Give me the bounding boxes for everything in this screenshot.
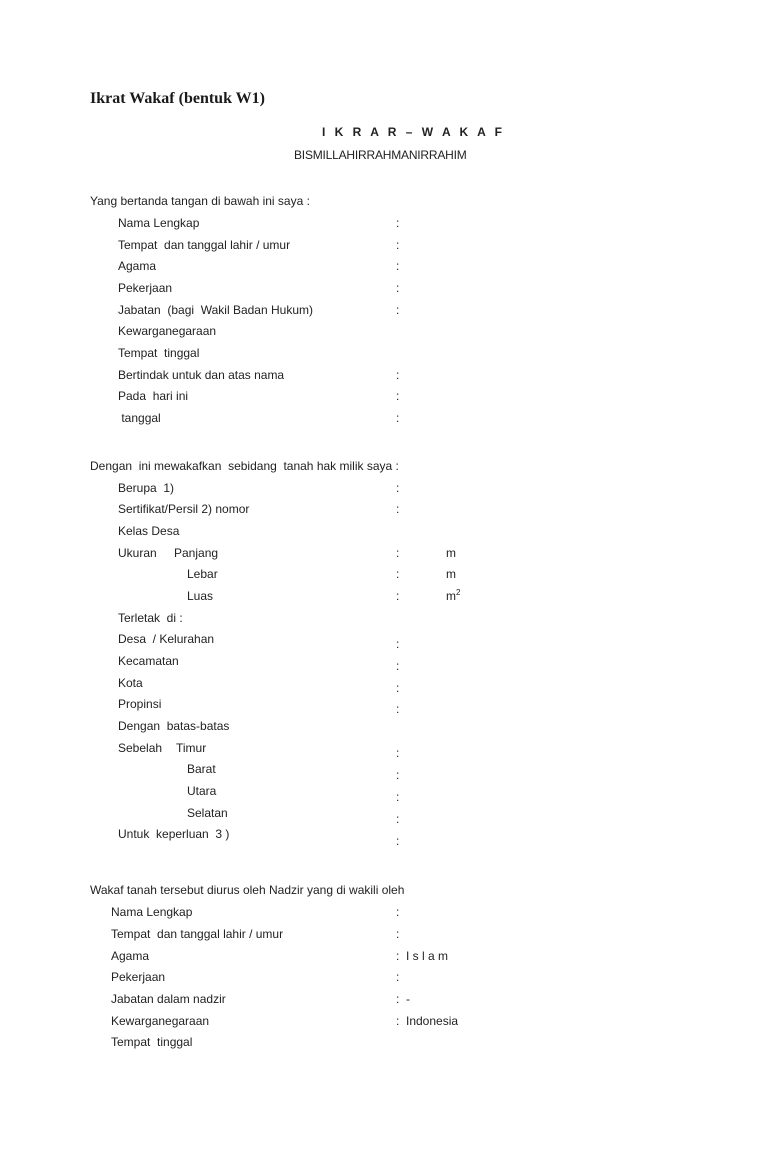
propinsi-label: Propinsi — [118, 697, 162, 711]
field-colon: : — [396, 259, 400, 273]
kota-label: Kota — [118, 676, 143, 690]
terletak-label: Terletak di : — [118, 611, 183, 625]
section2-intro: Dengan ini mewakafkan sebidang tanah hak milik saya : — [90, 459, 399, 473]
barat-label: Barat — [187, 762, 216, 776]
field-colon: : — [396, 927, 400, 941]
field-label: tanggal — [118, 411, 161, 425]
field-colon: : — [396, 970, 400, 984]
panjang-label: Panjang — [174, 546, 219, 560]
desa-label: Desa / Kelurahan — [118, 632, 215, 646]
field-colon: : — [396, 389, 400, 403]
unit-m: m — [446, 567, 456, 581]
field-colon: : — [396, 834, 400, 848]
field-colon: : — [396, 589, 400, 603]
page-title: Ikrat Wakaf (bentuk W1) — [90, 90, 265, 107]
field-colon: : — [396, 905, 400, 919]
batas-label: Dengan batas-batas — [118, 719, 230, 733]
field-label: Tempat tinggal — [118, 346, 200, 360]
kelas-desa-label: Kelas Desa — [118, 524, 180, 538]
field-colon: : — [396, 281, 400, 295]
field-label: Pada hari ini — [118, 389, 189, 403]
sebelah-label: Sebelah — [118, 741, 163, 755]
field-label: Jabatan dalam nadzir — [111, 992, 226, 1006]
field-label: Bertindak untuk dan atas nama — [118, 368, 285, 382]
field-colon: : Indonesia — [396, 1014, 459, 1028]
field-colon: : — [396, 216, 400, 230]
field-colon: : — [396, 481, 400, 495]
field-label: Jabatan (bagi Wakil Badan Hukum) — [118, 303, 313, 317]
kecamatan-label: Kecamatan — [118, 654, 179, 668]
selatan-label: Selatan — [187, 806, 228, 820]
field-label: Pekerjaan — [118, 281, 173, 295]
luas-label: Luas — [187, 589, 214, 603]
field-colon: : — [396, 411, 400, 425]
field-colon: : — [396, 303, 400, 317]
field-colon: : — [396, 502, 400, 516]
field-colon: : — [396, 702, 400, 716]
field-label: Tempat dan tanggal lahir / umur — [111, 927, 284, 941]
section1-intro: Yang bertanda tangan di bawah ini saya : — [90, 194, 310, 208]
utara-label: Utara — [187, 784, 217, 798]
field-colon: : — [396, 368, 400, 382]
field-label: Agama — [111, 949, 150, 963]
ukuran-label: Ukuran — [118, 546, 157, 560]
field-colon: : — [396, 637, 400, 651]
field-colon: : — [396, 238, 400, 252]
field-colon: : — [396, 659, 400, 673]
field-colon: : — [396, 768, 400, 782]
field-colon: : — [396, 812, 400, 826]
field-label: Tempat tinggal — [111, 1035, 193, 1049]
field-colon: : — [396, 746, 400, 760]
field-label: Pekerjaan — [111, 970, 166, 984]
ikrar-heading: I K R A R – W A K A F — [322, 125, 505, 139]
bismillah-heading: BISMILLAHIRRAHMANIRRAHIM — [294, 148, 467, 162]
field-label: Tempat dan tanggal lahir / umur — [118, 238, 291, 252]
field-label: Agama — [118, 259, 157, 273]
sertifikat-label: Sertifikat/Persil 2) nomor — [118, 502, 250, 516]
field-colon: : — [396, 567, 400, 581]
field-colon: : — [396, 546, 400, 560]
lebar-label: Lebar — [187, 567, 218, 581]
keperluan-label: Untuk keperluan 3 ) — [118, 827, 230, 841]
section3-intro: Wakaf tanah tersebut diurus oleh Nadzir yang di wakili oleh — [90, 883, 405, 897]
berupa-label: Berupa 1) — [118, 481, 175, 495]
field-colon: : — [396, 790, 400, 804]
unit-m2 — [446, 589, 460, 603]
field-colon: : — [396, 681, 400, 695]
unit-m2-sup: 2 — [456, 588, 461, 597]
field-colon: : - — [396, 992, 410, 1006]
field-label: Nama Lengkap — [118, 216, 200, 230]
field-colon: : I s l a m — [396, 949, 449, 963]
unit-m2-base: m — [446, 589, 456, 603]
field-label: Nama Lengkap — [111, 905, 193, 919]
field-label: Kewarganegaraan — [111, 1014, 210, 1028]
timur-label: Timur — [176, 741, 207, 755]
field-label: Kewarganegaraan — [118, 324, 217, 338]
unit-m: m — [446, 546, 456, 560]
